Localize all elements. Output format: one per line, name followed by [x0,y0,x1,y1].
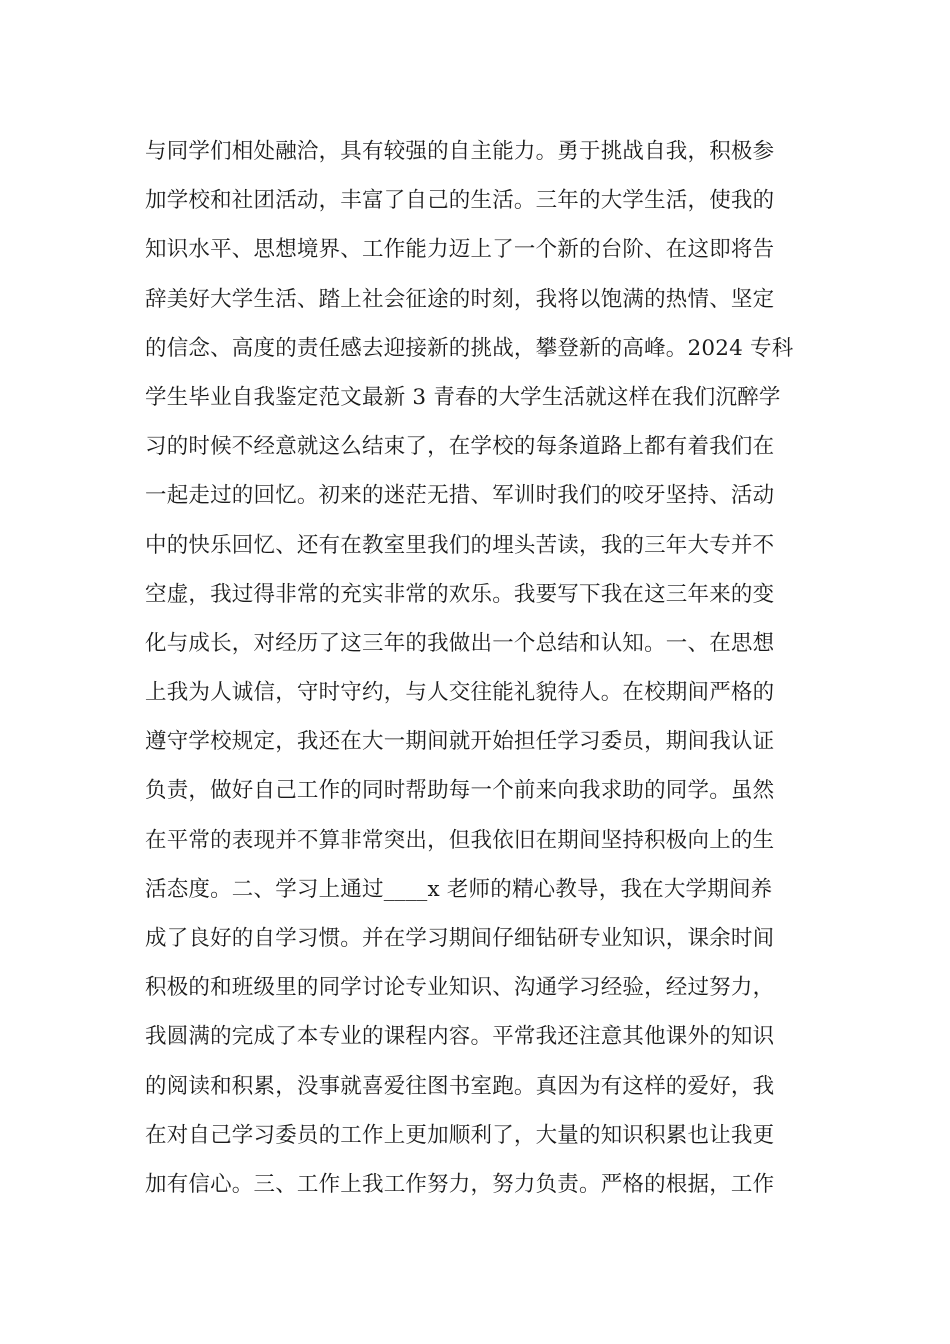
text-line: 在对自己学习委员的工作上更加顺利了，大量的知识积累也让我更 [145,1122,775,1148]
text-line: 知识水平、思想境界、工作能力迈上了一个新的台阶、在这即将告 [145,237,775,263]
text-line: 上我为人诚信，守时守约，与人交往能礼貌待人。在校期间严格的 [145,680,775,706]
text-line: 加有信心。三、工作上我工作努力，努力负责。严格的根据，工作 [145,1171,775,1197]
text-line: 一起走过的回忆。初来的迷茫无措、军训时我们的咬牙坚持、活动 [145,483,775,509]
text-line: 遵守学校规定，我还在大一期间就开始担任学习委员，期间我认证 [145,729,775,755]
text-line: 积极的和班级里的同学讨论专业知识、沟通学习经验，经过努力， [145,975,775,1001]
text-line: 在平常的表现并不算非常突出，但我依旧在期间坚持积极向上的生 [145,827,775,853]
text-line: 成了良好的自学习惯。并在学习期间仔细钻研专业知识，课余时间 [145,926,775,951]
body-text [145,132,825,1214]
text-line: 负责，做好自己工作的同时帮助每一个前来向我求助的同学。虽然 [145,778,775,804]
text-line: 习的时候不经意就这么结束了，在学校的每条道路上都有着我们在 [145,434,775,460]
text-line: 空虚，我过得非常的充实非常的欢乐。我要写下我在这三年来的变 [145,581,775,607]
text-line: 的阅读和积累，没事就喜爱往图书室跑。真因为有这样的爱好，我 [145,1073,775,1099]
text-line: 的信念、高度的责任感去迎接新的挑战，攀登新的高峰。2024 专科 [145,335,794,361]
text-line: 加学校和社团活动，丰富了自己的生活。三年的大学生活，使我的 [145,188,775,214]
text-line: 活态度。二、学习上通过____x 老师的精心教导，我在大学期间养 [145,876,773,902]
text-line: 我圆满的完成了本专业的课程内容。平常我还注意其他课外的知识 [145,1024,775,1050]
text-line: 与同学们相处融洽，具有较强的自主能力。勇于挑战自我，积极参 [145,139,775,164]
text-line: 学生毕业自我鉴定范文最新 3 青春的大学生活就这样在我们沉醉学 [145,384,781,410]
text-line: 辞美好大学生活、踏上社会征途的时刻，我将以饱满的热情、坚定 [145,286,775,312]
text-line: 中的快乐回忆、还有在教室里我们的埋头苦读，我的三年大专并不 [145,532,775,558]
text-line: 化与成长，对经历了这三年的我做出一个总结和认知。一、在思想 [145,630,775,656]
